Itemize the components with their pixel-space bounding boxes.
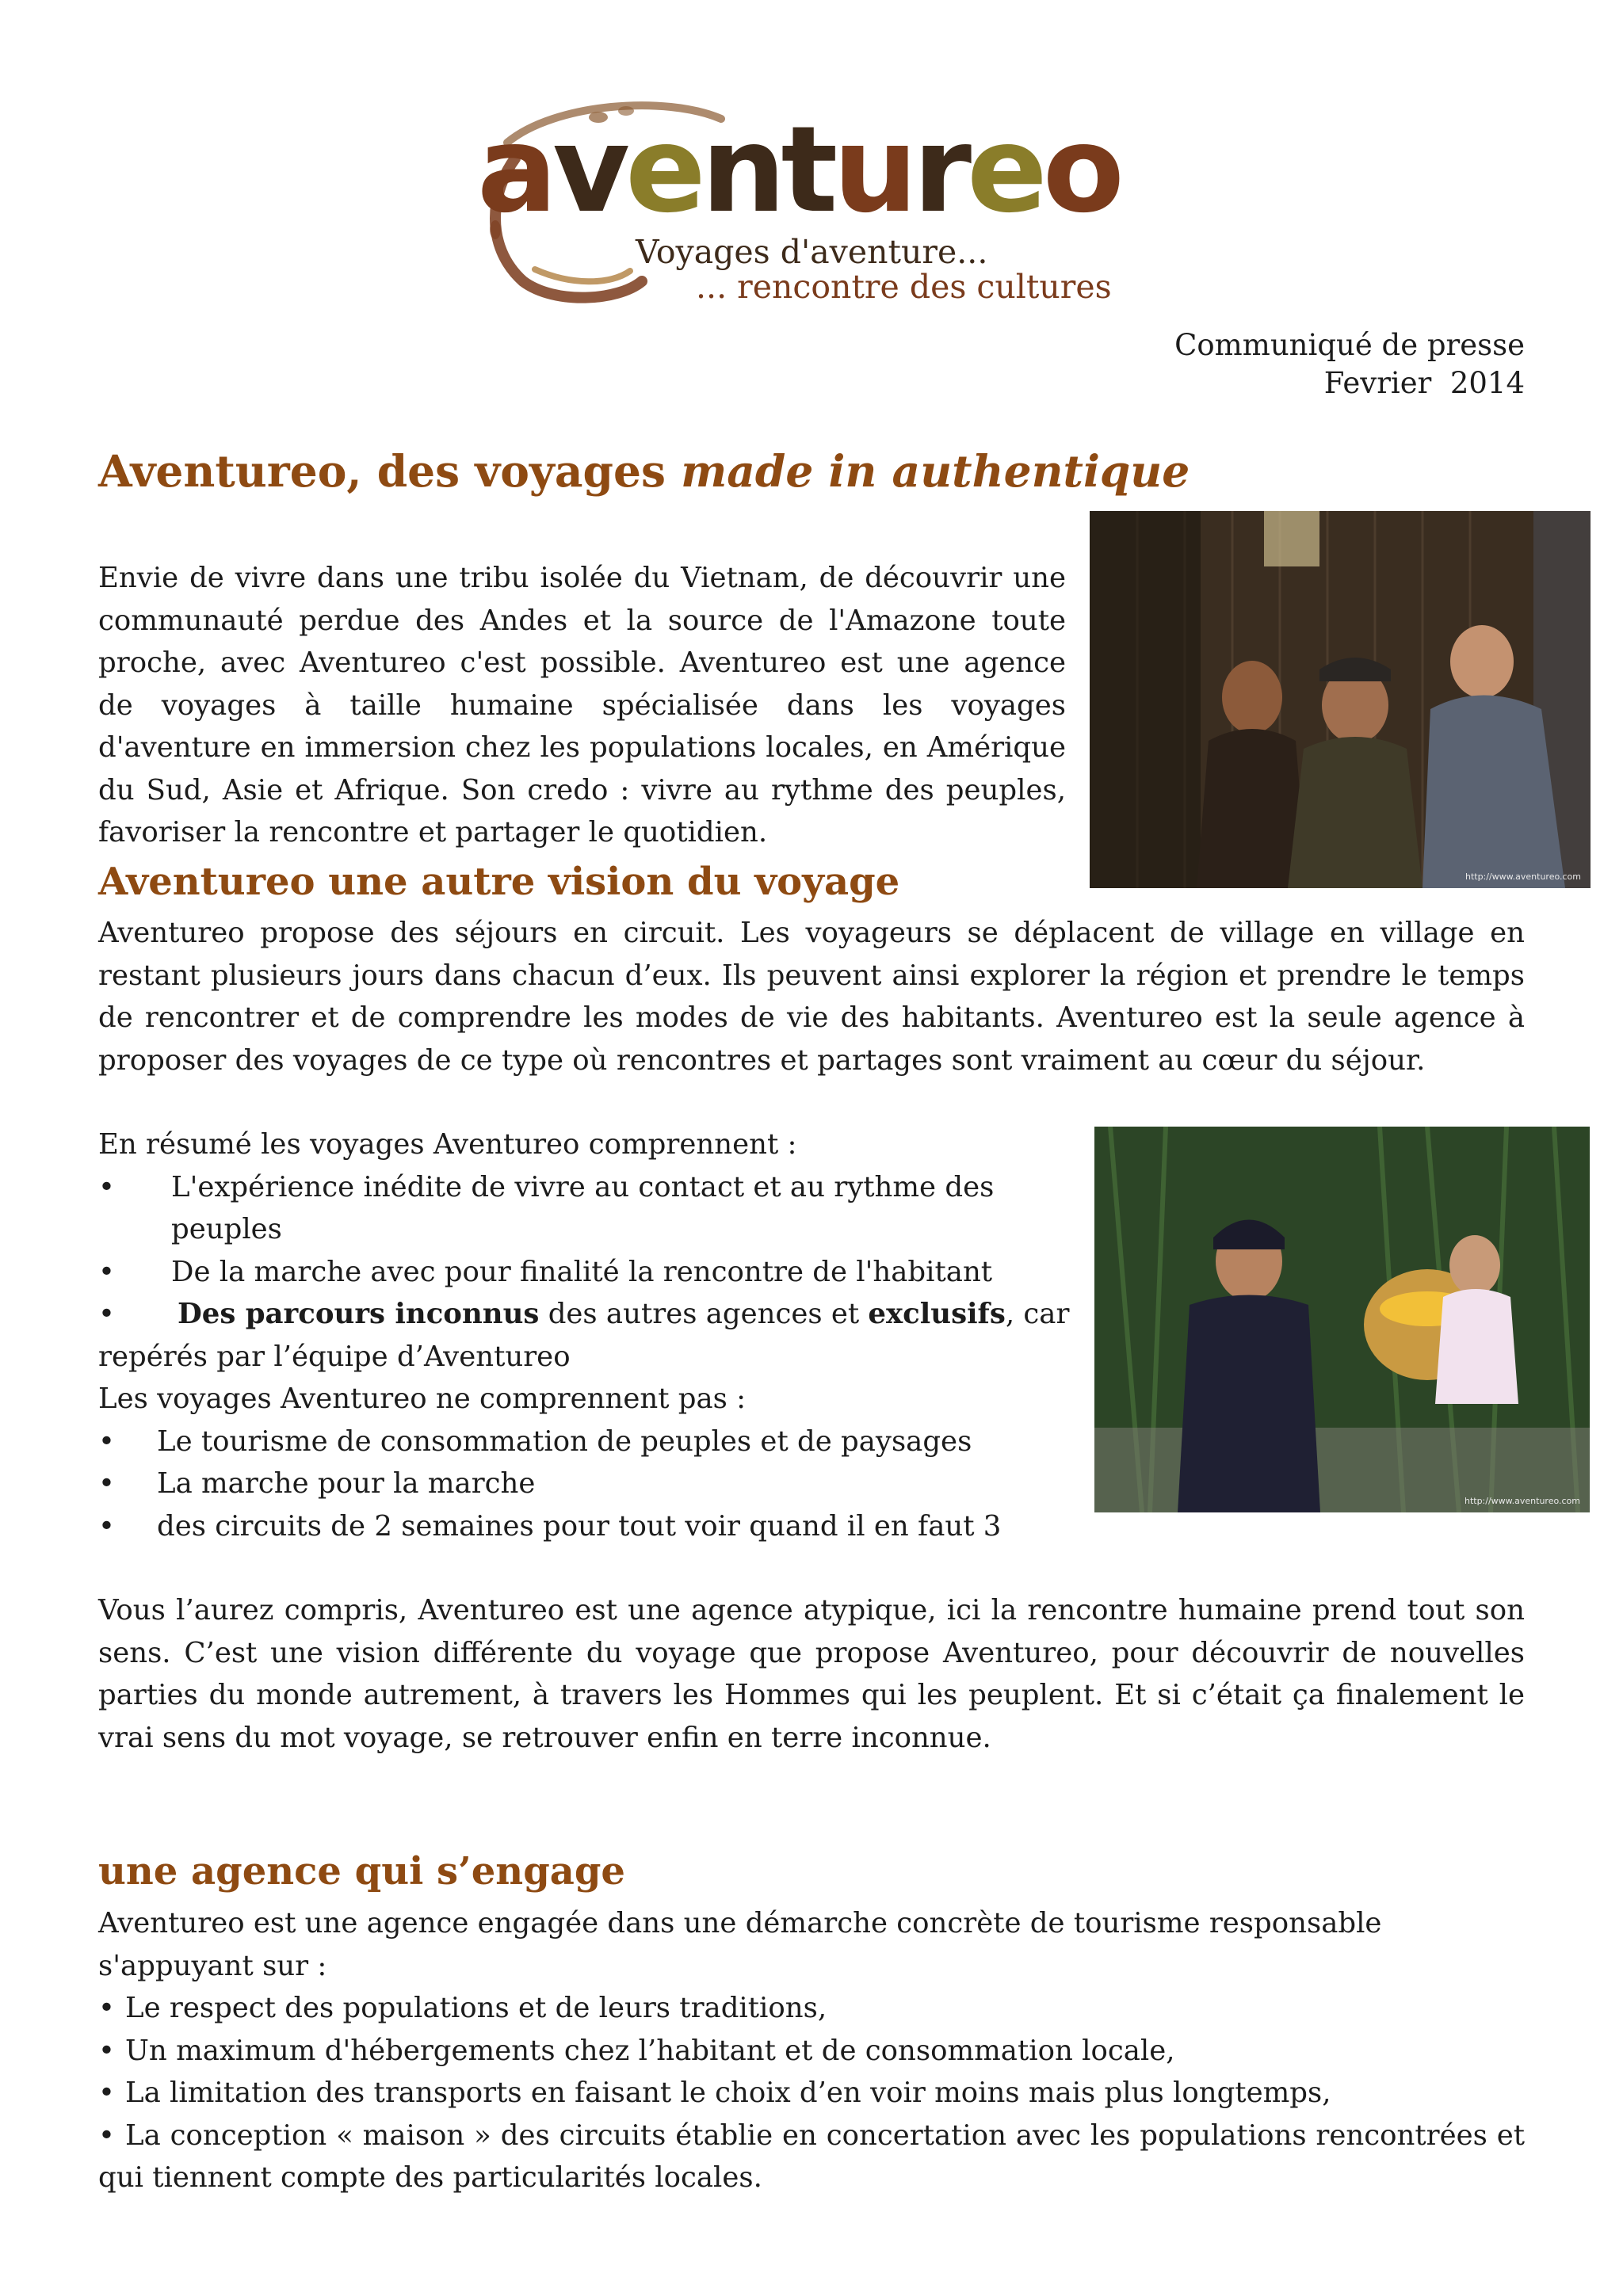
- press-release-label: Communiqué de presse: [1174, 328, 1525, 362]
- logo: [460, 87, 1120, 317]
- section2-heading: une agence qui s’engage: [98, 1849, 625, 1894]
- bullet-icon: •: [98, 2077, 115, 2109]
- bullet-icon: •: [98, 2119, 115, 2152]
- photo-indoor-illustration: [1090, 511, 1591, 888]
- press-date: Fevrier 2014: [1323, 366, 1525, 400]
- section1-heading: Aventureo une autre vision du voyage: [98, 860, 900, 904]
- engagement-block: [98, 1987, 1525, 2199]
- list-item: • La limitation des transports en faisant le choix d’en voir moins mais plus longtemps,: [98, 2072, 1525, 2115]
- title-normal: Aventureo, des voyages: [98, 445, 682, 497]
- list-item: • Le tourisme de consommation de peuples et de paysages: [98, 1421, 1073, 1463]
- bullet-icon: •: [98, 1509, 115, 1543]
- photo-girls-basket: [1094, 1127, 1590, 1512]
- photo-group-indoor: [1090, 511, 1591, 888]
- page-title: [98, 444, 1190, 499]
- conclusion-paragraph: Vous l’aurez compris, Aventureo est une agence atypique, ici la rencontre humaine prend tout son sens. C’est une vision différente du voyage que propose Aventureo, pour découvrir de nouvelles parties du monde autrement, à travers les Hommes qui les peuplent. Et si c’était ça finalement le vrai sens du mot voyage, se retrouver enfin en terre inconnue.: [98, 1594, 1525, 1754]
- intro-paragraph: Envie de vivre dans une tribu isolée du Vietnam, de découvrir une communauté perdue des Andes et la source de l'Amazone toute proche, avec Aventureo c'est possible. Aventureo est une agence de voyages à taille humaine spécialisée dans les voyages d'aventure en immersion chez les populations locales, en Amérique du Sud, Asie et Afrique. Son credo : vivre au rythme des peuples, favoriser la rencontre et partager le quotidien.: [98, 562, 1066, 849]
- title-italic: made in authentique: [681, 445, 1190, 497]
- includes-title: En résumé les voyages Aventureo comprennent :: [98, 1128, 797, 1161]
- logo-tagline-2: ... rencontre des cultures: [696, 268, 1112, 306]
- list-item: • Un maximum d'hébergements chez l’habitant et de consommation locale,: [98, 2030, 1525, 2073]
- list-item-exclusive: • Des parcours inconnus des autres agences et exclusifs, car repérés par l’équipe d’Aventureo: [98, 1293, 1073, 1378]
- logo-wordmark: aventureo: [477, 101, 1120, 239]
- list-item: • des circuits de 2 semaines pour tout voir quand il en faut 3: [98, 1505, 1073, 1548]
- engagement-list: [98, 1987, 1525, 2115]
- list-item: • De la marche avec pour finalité la rencontre de l'habitant: [98, 1251, 1073, 1294]
- section1-paragraph: Aventureo propose des séjours en circuit. Les voyageurs se déplacent de village en village en restant plusieurs jours dans chacun d’eux. Ils peuvent ainsi explorer la région et prendre le temps de rencontrer et de comprendre les modes de vie des habitants. Aventureo est la seule agence à proposer des voyages de ce type où rencontres et partages sont vraiment au cœur du séjour.: [98, 917, 1525, 1077]
- list-item: • Le respect des populations et de leurs traditions,: [98, 1987, 1525, 2030]
- excludes-list: [98, 1421, 1073, 1548]
- photo-credit-2: http://www.aventureo.com: [1464, 1496, 1580, 1506]
- photo-credit: http://www.aventureo.com: [1465, 871, 1581, 882]
- bullet-icon: •: [98, 1255, 115, 1288]
- bullet-icon: •: [98, 1425, 115, 1458]
- photo-girls-illustration: [1094, 1127, 1590, 1512]
- bullet-icon: •: [98, 1298, 115, 1330]
- bullet-icon: •: [98, 1170, 115, 1203]
- section2-intro: Aventureo est une agence engagée dans une démarche concrète de tourisme responsable s'appuyant sur :: [98, 1907, 1382, 1982]
- bullet-icon: •: [98, 1992, 115, 2024]
- includes-list: [98, 1166, 1073, 1294]
- list-item: • La marche pour la marche: [98, 1463, 1073, 1505]
- list-item: • La conception « maison » des circuits établie en concertation avec les populations rencontrées et qui tiennent compte des particularités locales.: [98, 2115, 1525, 2199]
- excludes-block: [98, 1378, 1073, 1547]
- bullet-icon: •: [98, 1467, 115, 1500]
- excludes-title: Les voyages Aventureo ne comprennent pas :: [98, 1383, 747, 1415]
- bullet-icon: •: [98, 2034, 115, 2067]
- includes-block: [98, 1123, 1073, 1378]
- logo-tagline-1: Voyages d'aventure...: [636, 233, 988, 271]
- list-item: • L'expérience inédite de vivre au contact et au rythme des peuples: [98, 1166, 1073, 1251]
- press-header: [1174, 326, 1525, 402]
